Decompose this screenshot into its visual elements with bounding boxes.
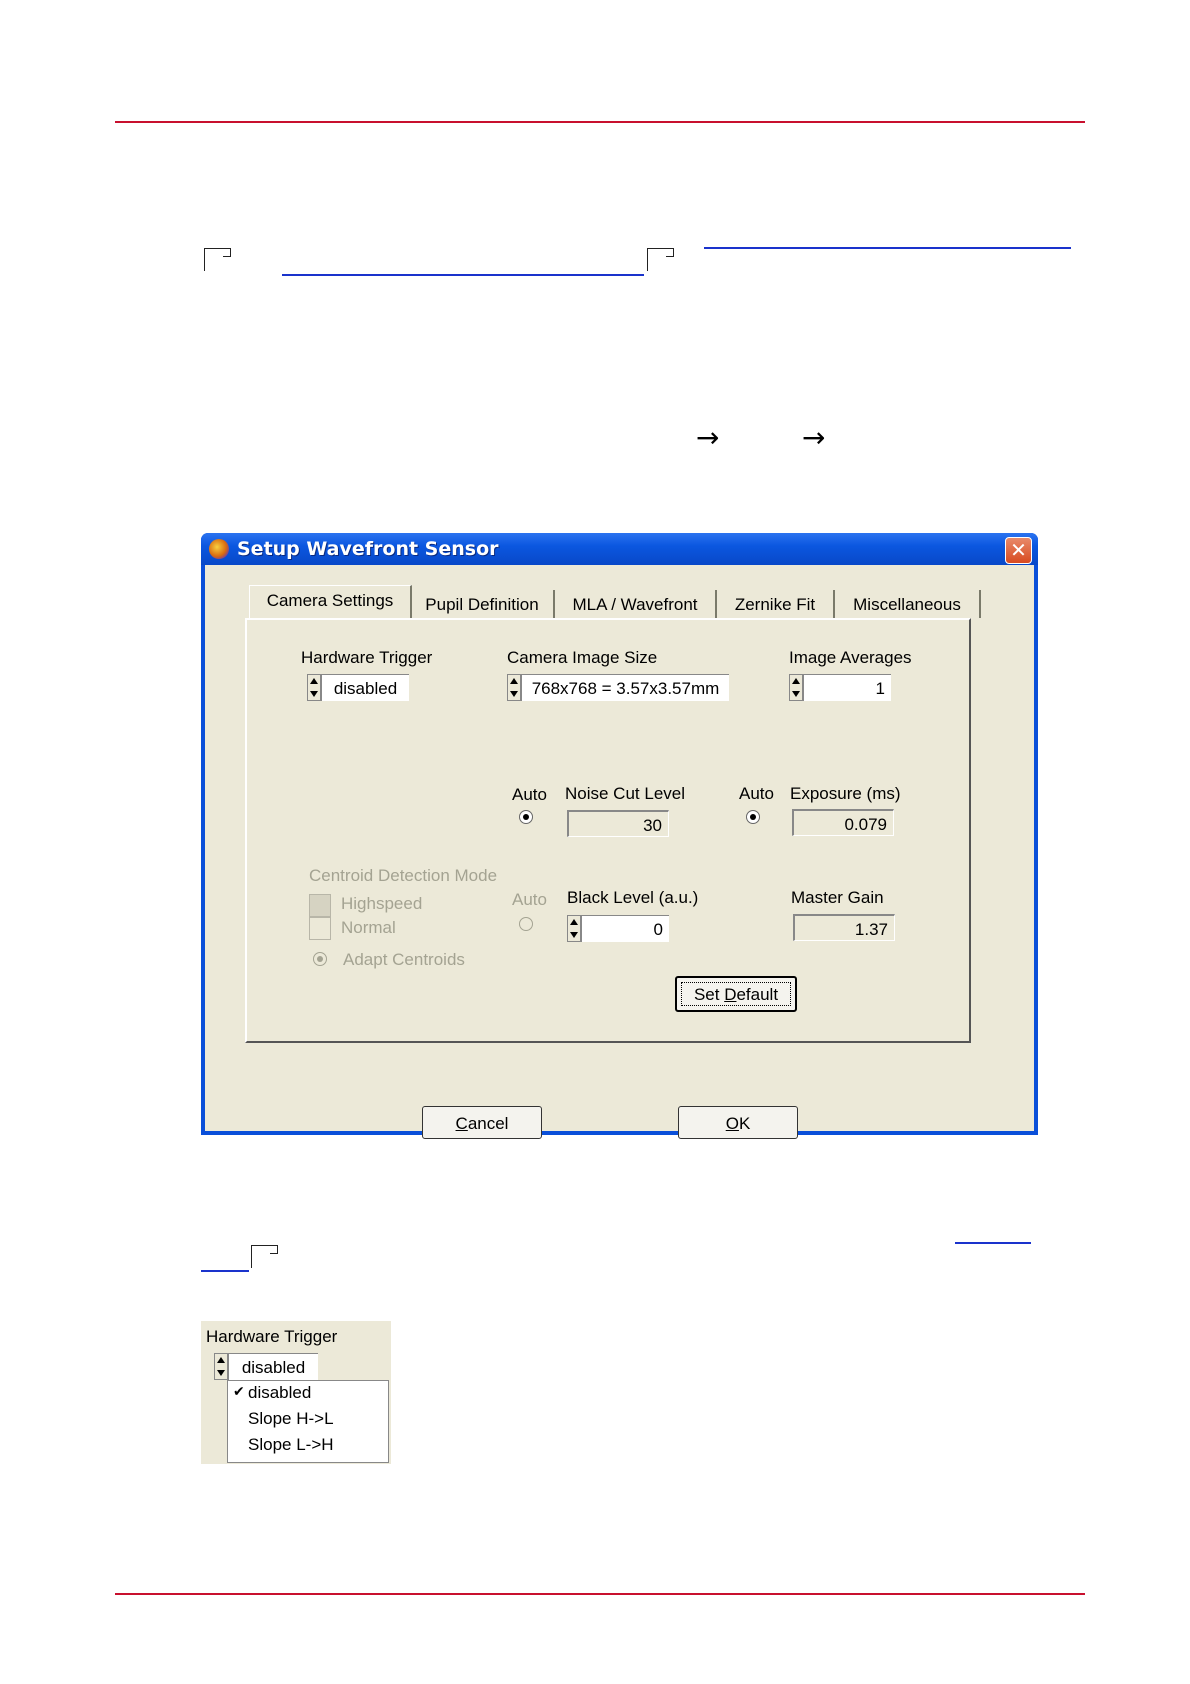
noise-cut-level-field: 30 [567, 810, 669, 837]
dropdown-example-field[interactable]: disabled [228, 1353, 318, 1380]
set-default-rest: efault [736, 985, 779, 1004]
image-averages-spinner[interactable] [789, 674, 803, 701]
camera-image-size-spinner[interactable] [507, 674, 521, 701]
normal-mode-button [309, 917, 331, 940]
adapt-centroids-label: Adapt Centroids [343, 950, 465, 969]
set-default-button[interactable] [675, 976, 797, 1012]
page-reference-icon[interactable] [647, 248, 674, 271]
hardware-trigger-label: Hardware Trigger [301, 648, 433, 667]
hardware-trigger-spinner[interactable] [307, 674, 321, 701]
camera-image-size-label: Camera Image Size [507, 648, 658, 667]
adapt-centroids-radio [313, 952, 327, 966]
cancel-button[interactable] [422, 1106, 542, 1139]
page-reference-icon[interactable] [204, 248, 231, 271]
black-level-spinner[interactable] [567, 915, 581, 942]
image-averages-label: Image Averages [789, 648, 912, 667]
hyperlink-underline[interactable] [704, 247, 1071, 249]
exposure-label: Exposure (ms) [790, 784, 901, 803]
hardware-trigger-menu [227, 1380, 389, 1463]
tab-mla-wavefront[interactable]: MLA / Wavefront [555, 590, 717, 618]
menu-path-arrow-icon: → [802, 421, 826, 454]
black-level-field[interactable]: 0 [581, 915, 669, 942]
exposure-field: 0.079 [792, 809, 894, 836]
image-averages-field[interactable]: 1 [803, 674, 891, 701]
hardware-trigger-field[interactable]: disabled [321, 674, 409, 701]
ok-rest: K [738, 1114, 751, 1133]
master-gain-field: 1.37 [793, 914, 895, 941]
exposure-auto-label: Auto [739, 784, 774, 803]
dropdown-example-spinner[interactable] [214, 1353, 228, 1380]
dropdown-example-label: Hardware Trigger [206, 1327, 338, 1346]
dialog-title: Setup Wavefront Sensor [237, 538, 499, 560]
menu-item-slope-l-h[interactable]: Slope L->H [248, 1435, 334, 1454]
menu-path-arrow-icon: → [696, 421, 720, 454]
tab-pupil-definition[interactable]: Pupil Definition [411, 590, 555, 618]
hardware-trigger-dropdown-example [201, 1321, 391, 1464]
centroid-detection-mode-label: Centroid Detection Mode [309, 866, 498, 885]
camera-settings-panel [245, 618, 971, 1043]
hyperlink-underline[interactable] [201, 1270, 249, 1272]
dialog-title-bar[interactable] [201, 533, 1038, 565]
tab-camera-settings[interactable]: Camera Settings [249, 585, 412, 620]
noise-cut-auto-radio[interactable] [519, 810, 533, 824]
noise-cut-level-label: Noise Cut Level [565, 784, 686, 803]
app-icon [209, 539, 229, 559]
normal-mode-label: Normal [341, 918, 396, 937]
menu-item-slope-h-l[interactable]: Slope H->L [248, 1409, 334, 1428]
highspeed-mode-label: Highspeed [341, 894, 423, 913]
black-level-auto-label: Auto [512, 890, 547, 909]
hyperlink-underline[interactable] [282, 274, 644, 276]
close-button[interactable]: ✕ [1005, 537, 1032, 564]
dialog-body [205, 565, 1034, 1131]
set-default-mnemonic: D [724, 985, 737, 1004]
cancel-mnemonic: C [455, 1114, 468, 1133]
ok-mnemonic: O [725, 1114, 739, 1133]
camera-image-size-field[interactable]: 768x768 = 3.57x3.57mm [521, 674, 729, 701]
footer-rule [115, 1593, 1085, 1595]
exposure-auto-radio[interactable] [746, 810, 760, 824]
set-default-prefix: Set [693, 985, 725, 1004]
header-rule [115, 121, 1085, 123]
page-reference-icon[interactable] [251, 1245, 278, 1268]
black-level-auto-radio [519, 917, 533, 931]
master-gain-label: Master Gain [791, 888, 884, 907]
tab-zernike-fit[interactable]: Zernike Fit [717, 590, 835, 618]
cancel-rest: ancel [467, 1114, 509, 1133]
tab-miscellaneous[interactable]: Miscellaneous [835, 590, 981, 618]
hyperlink-underline[interactable] [955, 1242, 1031, 1244]
menu-item-disabled[interactable]: disabled [248, 1383, 312, 1402]
black-level-label: Black Level (a.u.) [567, 888, 699, 907]
noise-cut-auto-label: Auto [512, 785, 547, 804]
highspeed-mode-button [309, 894, 331, 917]
ok-button[interactable] [678, 1106, 798, 1139]
setup-wavefront-sensor-dialog [201, 533, 1038, 1135]
menu-check-icon: ✔ [233, 1384, 245, 1400]
